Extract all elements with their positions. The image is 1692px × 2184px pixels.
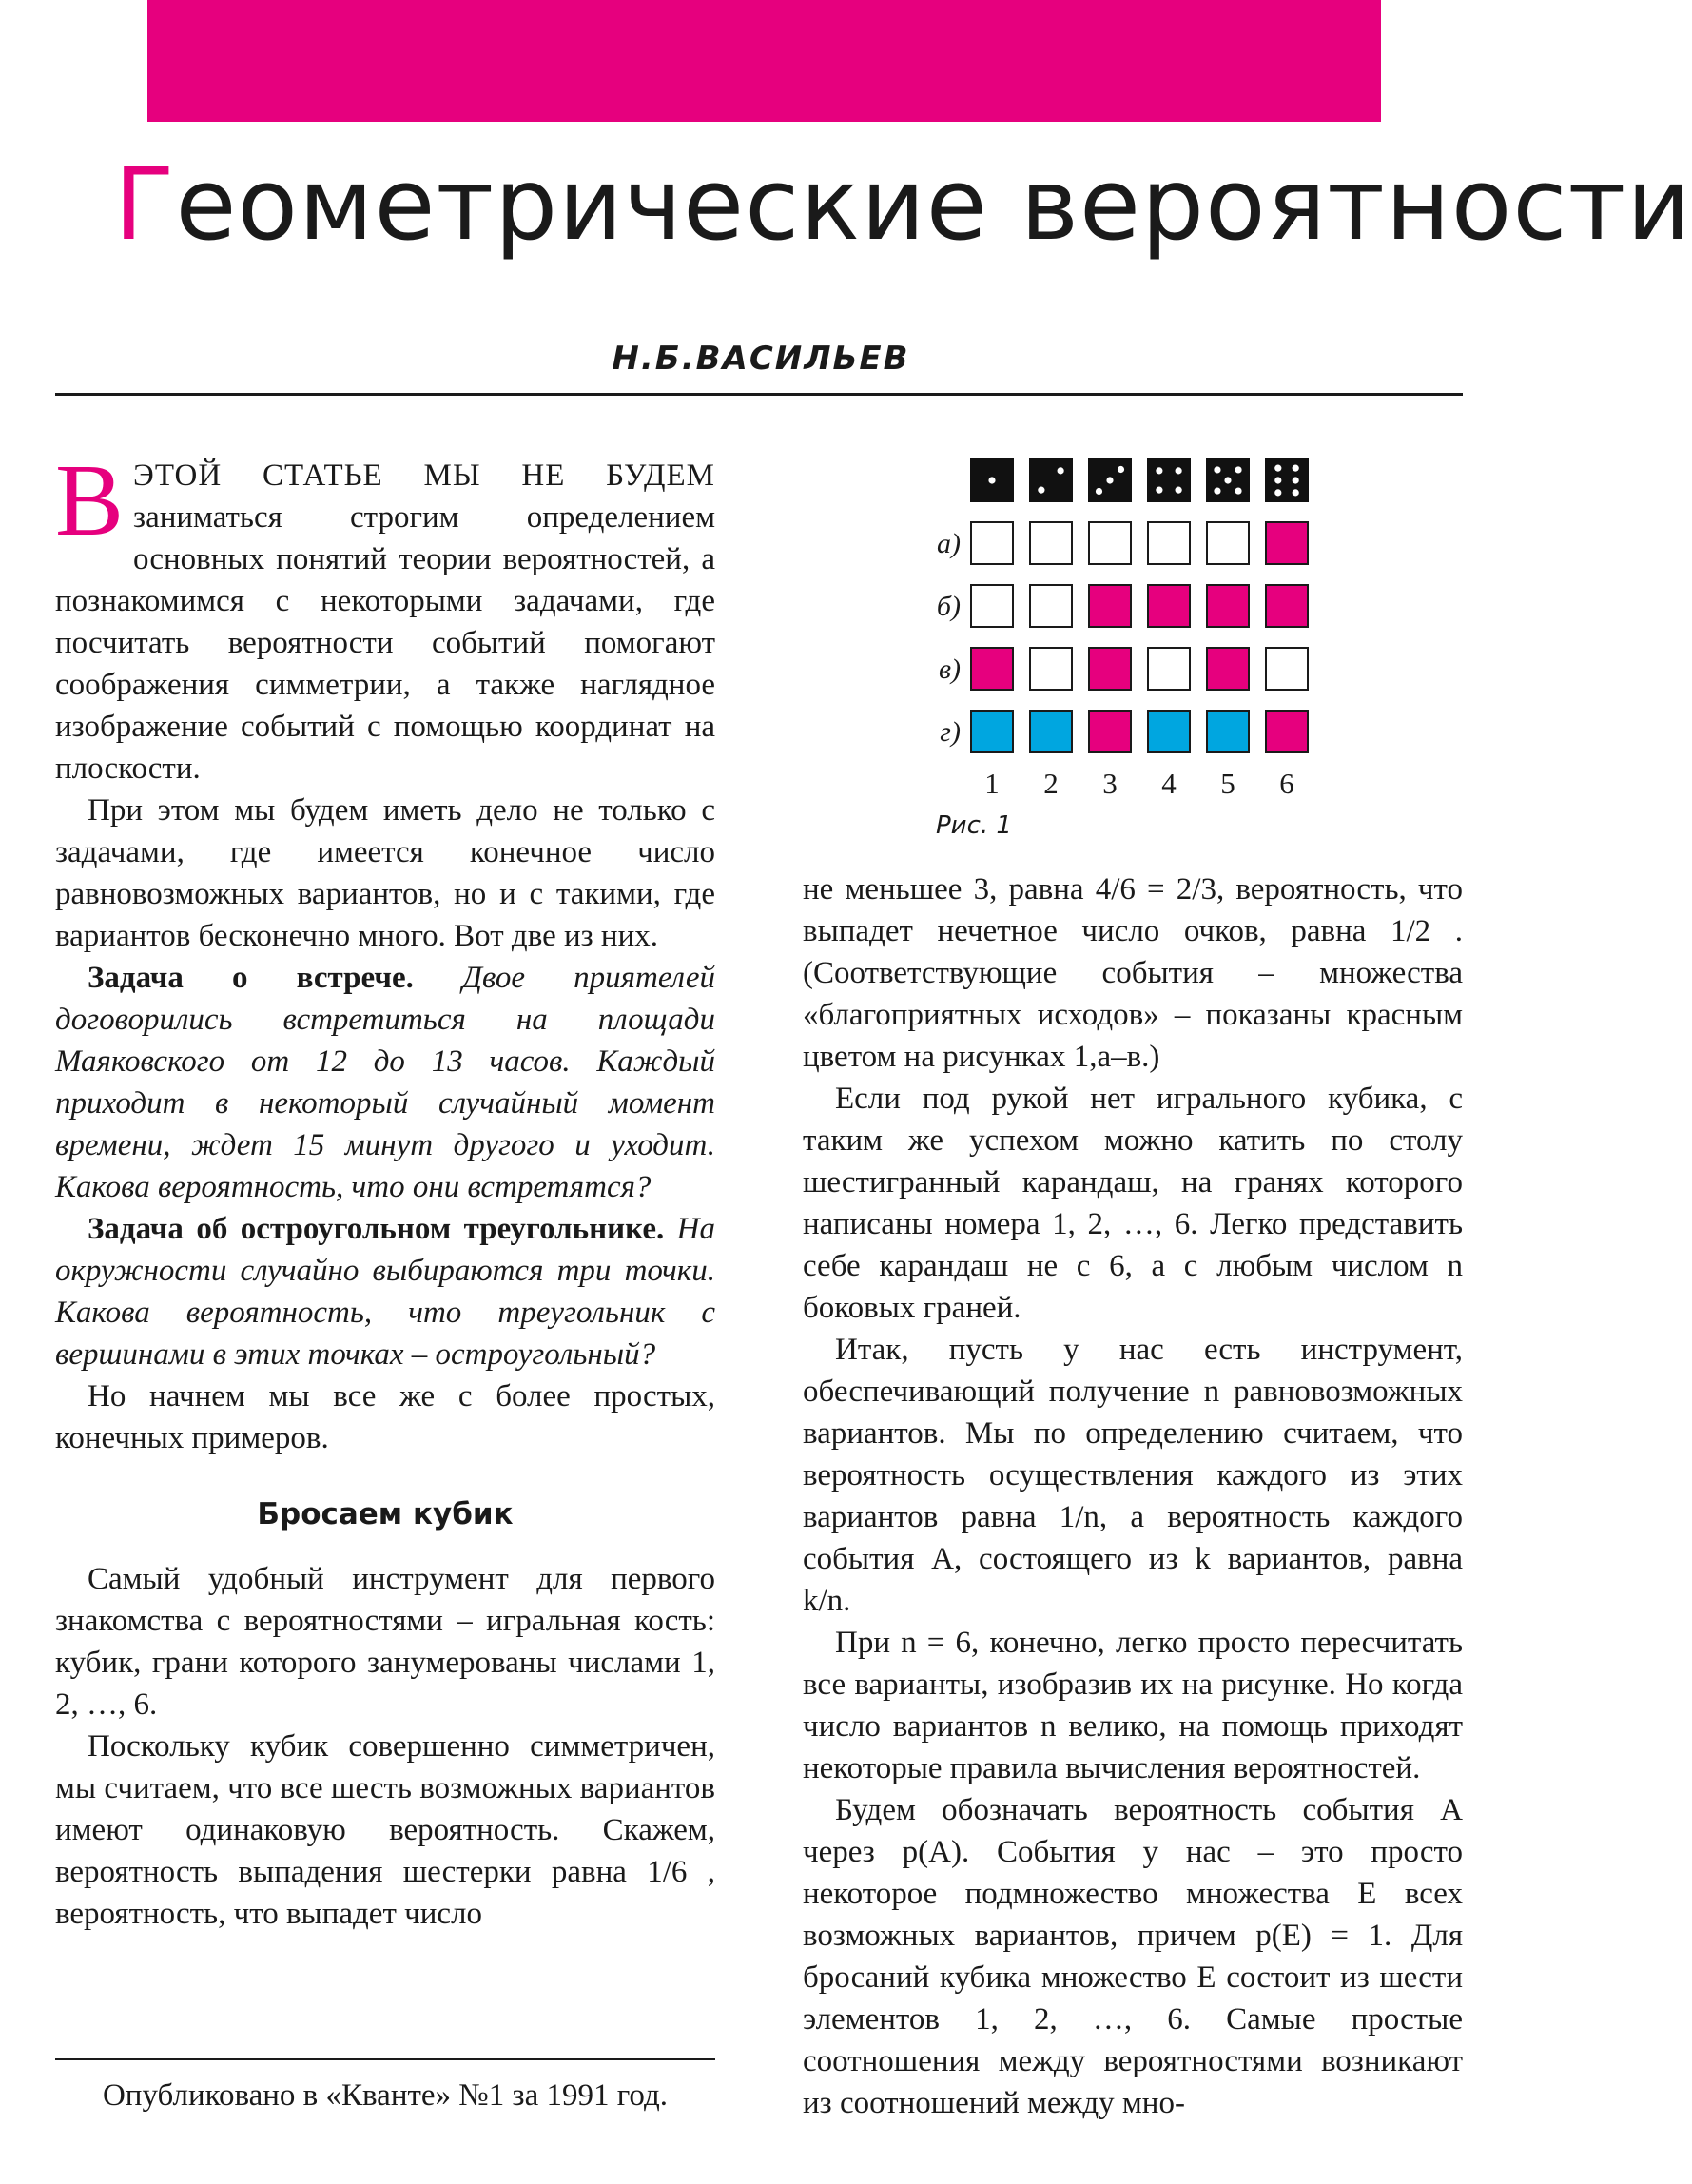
- die-6-pip-1: [1274, 465, 1281, 472]
- task-meeting-label: Задача о встрече.: [88, 961, 414, 995]
- die-6-pip-4: [1293, 477, 1299, 483]
- die-4-pip-4: [1176, 487, 1182, 494]
- die-5-pip-1: [1214, 466, 1220, 473]
- article-title: [114, 143, 1692, 266]
- die-face-6: [1265, 458, 1309, 502]
- header-color-bar: [147, 0, 1381, 122]
- die-4-pip-2: [1176, 467, 1182, 474]
- right-column: [803, 868, 1463, 2124]
- die-3-pip-2: [1106, 477, 1113, 483]
- task-triangle-label: Задача об остроугольном треугольнике.: [88, 1212, 665, 1246]
- row-label-3: в): [938, 653, 961, 685]
- outcome-cell-r4-c3: [1089, 711, 1131, 752]
- outcome-cell-r2-c3: [1089, 585, 1131, 627]
- paragraph-infinite: При этом мы будем иметь дело не только с задачами, где имеется конечное число равновозможных вариантов, но и с такими, где вариантов бесконечно много. Вот две из них.: [55, 793, 715, 953]
- outcome-cell-r3-c3: [1089, 648, 1131, 690]
- paragraph-n6: При n = 6, конечно, легко просто пересчитать все варианты, изобразив их на рисунке. Но когда число вариантов n велико, на помощь приходят некоторые правила вычисления вероятностей.: [803, 1626, 1463, 1785]
- column-label-6: 6: [1279, 767, 1294, 800]
- title-first-letter: Г: [114, 146, 176, 263]
- drop-cap: В: [55, 444, 125, 557]
- outcome-cell-r3-c1: [971, 648, 1013, 690]
- outcome-cell-r1-c4: [1148, 522, 1190, 564]
- task-meeting-text: Двое приятелей договорились встретиться на площади Маяковского от 12 до 13 часов. Каждый приходит в некоторый случайный момент времени, ждет 15 минут другого и уходит. Какова вероятность, что они встретятся?: [55, 961, 715, 1204]
- column-label-5: 5: [1220, 767, 1235, 800]
- task-triangle: [55, 1208, 715, 1375]
- outcome-cell-r3-c6: [1266, 648, 1308, 690]
- die-5-pip-3: [1224, 477, 1231, 483]
- row-label-2: б): [936, 591, 961, 622]
- column-label-4: 4: [1161, 767, 1177, 800]
- figure-dice-grid: [913, 447, 1332, 847]
- outcome-cell-r1-c1: [971, 522, 1013, 564]
- left-column: [55, 444, 715, 1935]
- die-5-pip-5: [1235, 487, 1241, 494]
- outcome-cell-r2-c5: [1207, 585, 1249, 627]
- outcome-cell-r1-c2: [1030, 522, 1072, 564]
- task-meeting: [55, 957, 715, 1208]
- outcome-cell-r1-c3: [1089, 522, 1131, 564]
- outcome-cell-r2-c6: [1266, 585, 1308, 627]
- die-face-4: [1147, 458, 1191, 502]
- die-2-pip-1: [1058, 467, 1064, 474]
- outcome-cell-r4-c2: [1030, 711, 1072, 752]
- outcome-cell-r3-c5: [1207, 648, 1249, 690]
- outcome-cell-r4-c5: [1207, 711, 1249, 752]
- paragraph-start: Но начнем мы все же с более простых, конечных примеров.: [55, 1379, 715, 1455]
- column-label-3: 3: [1102, 767, 1118, 800]
- paragraph-pencil: Если под рукой нет игрального кубика, с таким же успехом можно катить по столу шестигранный карандаш, на гранях которого написаны номера 1, 2, …, 6. Легко представить себе карандаш не с 6, а с любым числом n боковых граней.: [803, 1082, 1463, 1325]
- footnote-rule: [55, 2058, 715, 2060]
- outcome-cell-r3-c4: [1148, 648, 1190, 690]
- intro-paragraph: [55, 444, 715, 790]
- die-1-pip-1: [988, 477, 995, 483]
- figure-caption: Рис. 1: [936, 811, 1012, 840]
- outcome-cell-r3-c2: [1030, 648, 1072, 690]
- row-label-4: г): [940, 716, 961, 748]
- paragraph-instrument: Итак, пусть у нас есть инструмент, обеспечивающий получение n равновозможных вариантов. Мы по определению считаем, что вероятность осуществления каждого из этих вариантов равна 1/n, а вероятность каждого события A, состоящего из k вариантов, равна k/n.: [803, 1333, 1463, 1618]
- author-name: Н.Б.ВАСИЛЬЕВ: [612, 340, 910, 378]
- title-rest: еометрические вероятности: [175, 146, 1692, 263]
- outcome-cell-r4-c4: [1148, 711, 1190, 752]
- column-label-1: 1: [984, 767, 1000, 800]
- die-4-pip-3: [1156, 487, 1162, 494]
- die-4-pip-1: [1156, 467, 1162, 474]
- die-face-2: [1029, 458, 1073, 502]
- section-title: Бросаем кубик: [257, 1497, 514, 1531]
- outcome-cell-r2-c1: [971, 585, 1013, 627]
- outcome-cell-r1-c6: [1266, 522, 1308, 564]
- die-5-pip-2: [1235, 466, 1241, 473]
- die-6-pip-6: [1293, 489, 1299, 496]
- intro-lead: ЭТОЙ СТАТЬЕ МЫ НЕ БУДЕМ: [133, 458, 715, 493]
- die-6-pip-2: [1293, 465, 1299, 472]
- die-3-pip-1: [1118, 466, 1124, 473]
- footnote: Опубликовано в «Кванте» №1 за 1991 год.: [102, 2078, 669, 2113]
- paragraph-symmetric: Поскольку кубик совершенно симметричен, мы считаем, что все шесть возможных вариантов имеют одинаковую вероятность. Скажем, вероятность выпадения шестерки равна 1/6 , вероятность, что выпадет число: [55, 1729, 715, 1931]
- header-rule: [55, 393, 1463, 396]
- die-2-pip-2: [1038, 487, 1044, 494]
- outcome-cell-r4-c1: [971, 711, 1013, 752]
- intro-rest: заниматься строгим определением основных понятий теории вероятностей, а познакомимся с некоторыми задачами, где посчитать вероятности событий помогают соображения симметрии, а также наглядное изображение событий с помощью координат на плоскости.: [55, 500, 715, 786]
- outcome-cell-r4-c6: [1266, 711, 1308, 752]
- outcome-cell-r1-c5: [1207, 522, 1249, 564]
- die-3-pip-3: [1096, 488, 1102, 495]
- row-label-1: а): [937, 528, 961, 559]
- task-triangle-text: На окружности случайно выбираются три точки. Какова вероятность, что треугольник с вершинами в этих точках – остроугольный?: [55, 1212, 715, 1372]
- column-label-2: 2: [1043, 767, 1059, 800]
- paragraph-die: Самый удобный инструмент для первого знакомства с вероятностями – игральная кость: кубик, грани которого занумерованы числами 1, 2, …, 6.: [55, 1562, 715, 1722]
- paragraph-notation: Будем обозначать вероятность события A через p(A). События у нас – это просто некоторое подмножество множества E всех возможных вариантов, причем p(E) = 1. Для бросаний кубика множество E состоит из шести элементов 1, 2, …, 6. Самые простые соотношения между вероятностями возникают из соотношений между мно-: [803, 1793, 1463, 2120]
- die-6-pip-5: [1274, 489, 1281, 496]
- outcome-cell-r2-c4: [1148, 585, 1190, 627]
- paragraph-continued: не меньшее 3, равна 4/6 = 2/3, вероятность, что выпадет нечетное число очков, равна 1/2 . (Соответствующие события – множества «благоприятных исходов» – показаны красным цветом на рисунках 1,а–в.): [803, 872, 1463, 1074]
- outcome-cell-r2-c2: [1030, 585, 1072, 627]
- die-6-pip-3: [1274, 477, 1281, 483]
- die-5-pip-4: [1214, 487, 1220, 494]
